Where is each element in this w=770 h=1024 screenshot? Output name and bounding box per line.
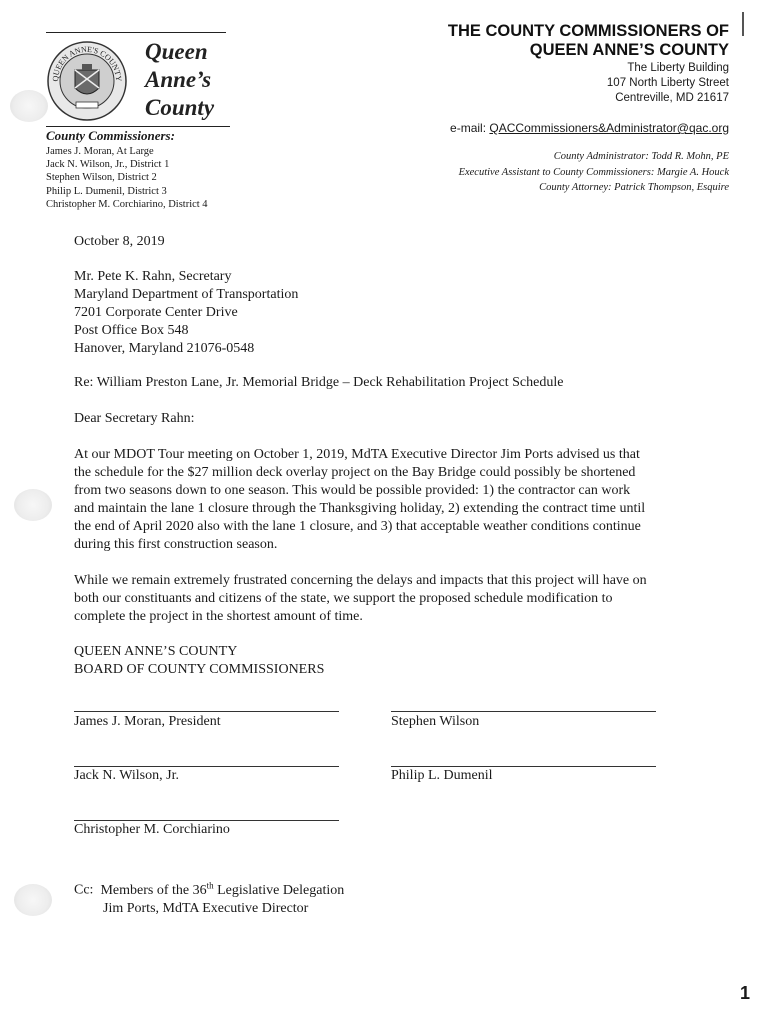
signature-name-corchiarino: Christopher M. Corchiarino bbox=[74, 822, 230, 837]
email-link[interactable]: QACCommissioners&Administrator@qac.org bbox=[489, 121, 729, 135]
subject-line: Re: William Preston Lane, Jr. Memorial Bridge – Deck Rehabilitation Project Schedule bbox=[74, 375, 564, 390]
cc-line-2: Jim Ports, MdTA Executive Director bbox=[103, 900, 309, 916]
salutation: Dear Secretary Rahn: bbox=[74, 411, 195, 426]
recipient-address: Mr. Pete K. Rahn, Secretary Maryland Department of Transportation 7201 Corporate Center Drive Post Office Box 548 Hanover, Maryland 21076-0548 bbox=[74, 269, 299, 356]
punch-hole bbox=[14, 884, 52, 916]
email-line bbox=[450, 121, 729, 135]
commissioner-list bbox=[46, 145, 208, 211]
commissioner-item: Stephen Wilson, District 2 bbox=[46, 172, 157, 184]
commissioner-item: James J. Moran, At Large bbox=[46, 146, 154, 157]
signature-line-moran bbox=[74, 711, 339, 712]
organization-title: THE COUNTY COMMISSIONERS OF QUEEN ANNE’S COUNTY bbox=[447, 22, 729, 59]
cc-line-1: Members of the 36th Legislative Delegation bbox=[100, 880, 345, 898]
commissioner-item: Philip L. Dumenil, District 3 bbox=[46, 185, 167, 197]
staff-list bbox=[459, 149, 729, 196]
signature-line-corchiarino bbox=[74, 820, 339, 821]
body-paragraph-2: While we remain extremely frustrated concerning the delays and impacts that this project will have on both our constituants and citizens of the state, we support the proposed schedule modification to complete the project in the shortest amount of time. bbox=[74, 573, 647, 624]
county-name-rule bbox=[46, 126, 230, 127]
signature-name-stephen-wilson: Stephen Wilson bbox=[391, 714, 480, 729]
signature-line-dumenil bbox=[391, 766, 656, 767]
cc-block bbox=[74, 876, 344, 918]
county-name-wordmark: Queen Anne’s County bbox=[145, 39, 215, 120]
letter-date: October 8, 2019 bbox=[74, 234, 165, 249]
signature-name-dumenil: Philip L. Dumenil bbox=[391, 768, 493, 783]
punch-hole bbox=[10, 90, 48, 122]
letterhead-top-rule bbox=[46, 32, 226, 33]
commissioners-title: County Commissioners: bbox=[46, 128, 175, 143]
punch-hole bbox=[14, 489, 52, 521]
scan-mark bbox=[742, 12, 744, 36]
signature-name-jack-wilson: Jack N. Wilson, Jr. bbox=[74, 768, 179, 783]
closing-block: QUEEN ANNE’S COUNTY BOARD OF COUNTY COMMISSIONERS bbox=[74, 644, 325, 677]
signature-name-moran: James J. Moran, President bbox=[74, 714, 221, 729]
page-number: 1 bbox=[739, 983, 750, 1003]
county-seal-icon bbox=[46, 40, 128, 122]
body-paragraph-1: At our MDOT Tour meeting on October 1, 2019, MdTA Executive Director Jim Ports advised us that the schedule for the $27 million deck overlay project on the Bay Bridge could possibly be shortened from two seasons down to one season. This would be possible provided: 1) the contractor can work and maintain the lane 1 closure through the Thanksgiving holiday, 2) extending the contract time until the end of April 2020 also with the lane 1 closure, and 3) that acceptable weather conditions continue during this first construction season. bbox=[74, 447, 646, 552]
signature-line-jack-wilson bbox=[74, 766, 339, 767]
staff-item: Executive Assistant to County Commissioners: Margie A. Houck bbox=[458, 166, 729, 178]
staff-item: County Attorney: Patrick Thompson, Esquire bbox=[539, 182, 729, 193]
svg-text:QUEEN ANNE'S COUNTY: QUEEN ANNE'S COUNTY bbox=[50, 44, 124, 82]
email-label: e-mail: bbox=[450, 121, 487, 135]
commissioner-item: Jack N. Wilson, Jr., District 1 bbox=[46, 159, 170, 171]
office-address: The Liberty Building 107 North Liberty Street Centreville, MD 21617 bbox=[606, 62, 729, 104]
staff-item: County Administrator: Todd R. Mohn, PE bbox=[553, 151, 729, 162]
cc-label: Cc: bbox=[74, 882, 94, 898]
signature-line-stephen-wilson bbox=[391, 711, 656, 712]
commissioner-item: Christopher M. Corchiarino, District 4 bbox=[46, 198, 208, 210]
